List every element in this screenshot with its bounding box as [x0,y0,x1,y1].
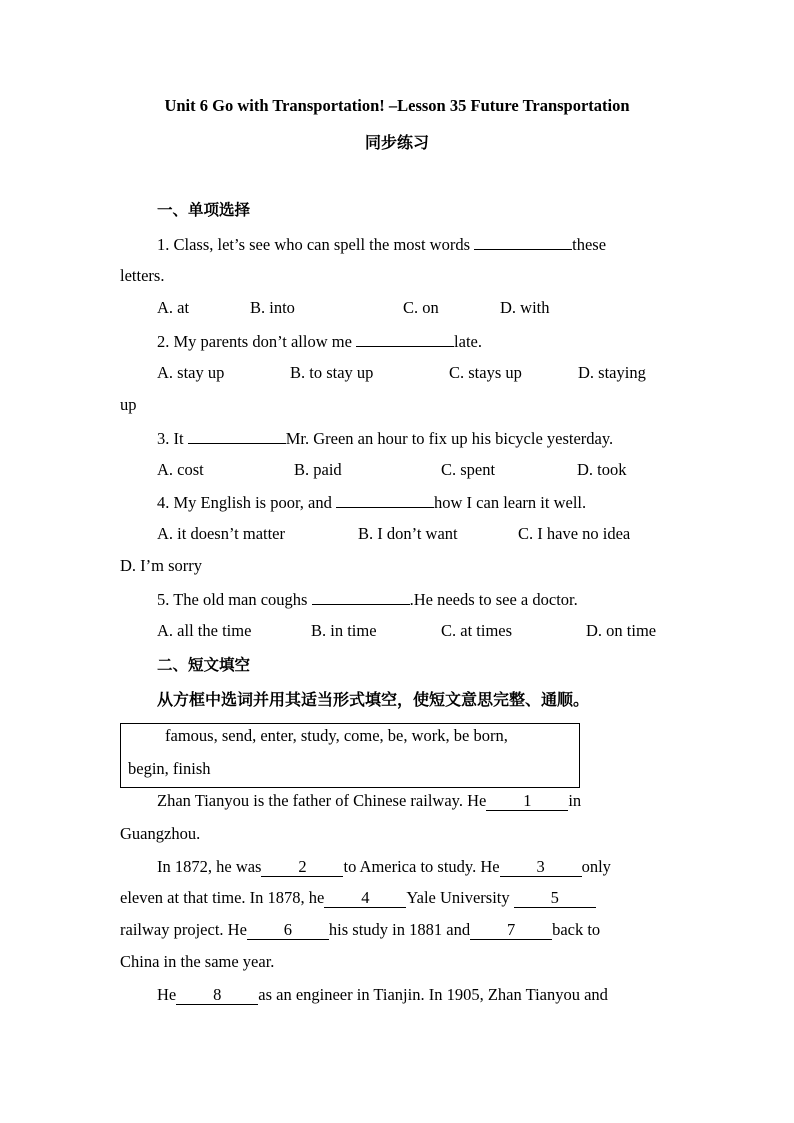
option-5c: C. at times [441,621,513,640]
question-5-stem: 5. The old man coughs [157,590,308,609]
blank-5[interactable]: 5 [514,889,596,908]
option-4c: C. I have no idea [518,524,631,543]
passage-text: eleven at that time. In 1878, he [120,888,325,907]
option-3d: D. took [577,460,627,479]
option-2d-continuation: up [120,395,137,414]
option-2a: A. stay up [157,363,225,382]
blank-8[interactable]: 8 [176,986,258,1005]
question-1-continuation: letters. [120,266,165,285]
document-title: Unit 6 Go with Transportation! –Lesson 35 Future Transportation [164,96,630,115]
passage-line-5 [120,919,600,941]
option-5d: D. on time [586,621,657,640]
answer-blank[interactable] [474,233,572,250]
option-5a: A. all the time [157,621,252,640]
passage-line-2: Guangzhou. [120,824,201,843]
document-subtitle: 同步练习 [364,135,429,152]
question-4 [157,491,586,514]
option-2b: B. to stay up [290,363,374,382]
question-2-tail: late. [454,332,482,351]
question-4-tail: how I can learn it well. [434,493,587,512]
passage-text: In 1872, he was [157,857,262,876]
blank-1[interactable]: 1 [486,792,568,811]
blank-3[interactable]: 3 [500,858,582,877]
blank-2[interactable]: 2 [261,858,343,877]
question-3 [157,427,613,450]
question-1-stem: 1. Class, let’s see who can spell the most words [157,235,471,254]
option-1c: C. on [403,298,439,317]
option-2d: D. staying [578,363,646,382]
option-3c: C. spent [441,460,496,479]
question-3-stem: 3. It [157,429,184,448]
blank-6[interactable]: 6 [247,921,329,940]
option-4b: B. I don’t want [358,524,458,543]
passage-text: He [157,985,177,1004]
passage-text: Zhan Tianyou is the father of Chinese railway. He [157,791,487,810]
option-4d: D. I’m sorry [120,556,203,575]
passage-text: Yale University [406,888,510,907]
answer-blank[interactable] [336,491,434,508]
option-1d: D. with [500,298,550,317]
section-heading-cloze: 二、短文填空 [157,656,251,674]
answer-blank[interactable] [356,330,454,347]
passage-text: only [581,857,611,876]
cloze-instruction: 从方框中选词并用其适当形式填空，使短文意思完整、通顺。 [157,690,590,709]
passage-line-7 [157,984,608,1006]
passage-text: railway project. He [120,920,247,939]
section-heading-choice: 一、单项选择 [157,201,251,219]
passage-line-3 [157,856,611,878]
passage-text: to America to study. He [343,857,500,876]
option-2c: C. stays up [449,363,522,382]
word-bank-line-1: famous, send, enter, study, come, be, work, be born, [165,726,508,745]
question-2 [157,330,482,353]
passage-text: in [568,791,582,810]
passage-text: back to [552,920,601,939]
option-3b: B. paid [294,460,342,479]
option-5b: B. in time [311,621,377,640]
blank-7[interactable]: 7 [470,921,552,940]
blank-4[interactable]: 4 [324,889,406,908]
answer-blank[interactable] [188,427,286,444]
answer-blank[interactable] [312,588,410,605]
question-1 [157,233,606,256]
passage-line-4 [120,887,596,909]
option-1a: A. at [157,298,190,317]
question-5-tail: .He needs to see a doctor. [409,590,578,609]
question-1-tail: these [572,235,607,254]
passage-text: his study in 1881 and [328,920,471,939]
question-4-stem: 4. My English is poor, and [157,493,332,512]
passage-line-1 [157,790,581,812]
option-3a: A. cost [157,460,204,479]
question-2-stem: 2. My parents don’t allow me [157,332,352,351]
passage-line-6: China in the same year. [120,952,275,971]
question-5 [157,588,578,611]
option-4a: A. it doesn’t matter [157,524,286,543]
word-bank-line-2: begin, finish [128,759,211,778]
question-3-tail: Mr. Green an hour to fix up his bicycle yesterday. [285,429,614,448]
option-1b: B. into [250,298,295,317]
passage-text: as an engineer in Tianjin. In 1905, Zhan Tianyou and [258,985,608,1004]
